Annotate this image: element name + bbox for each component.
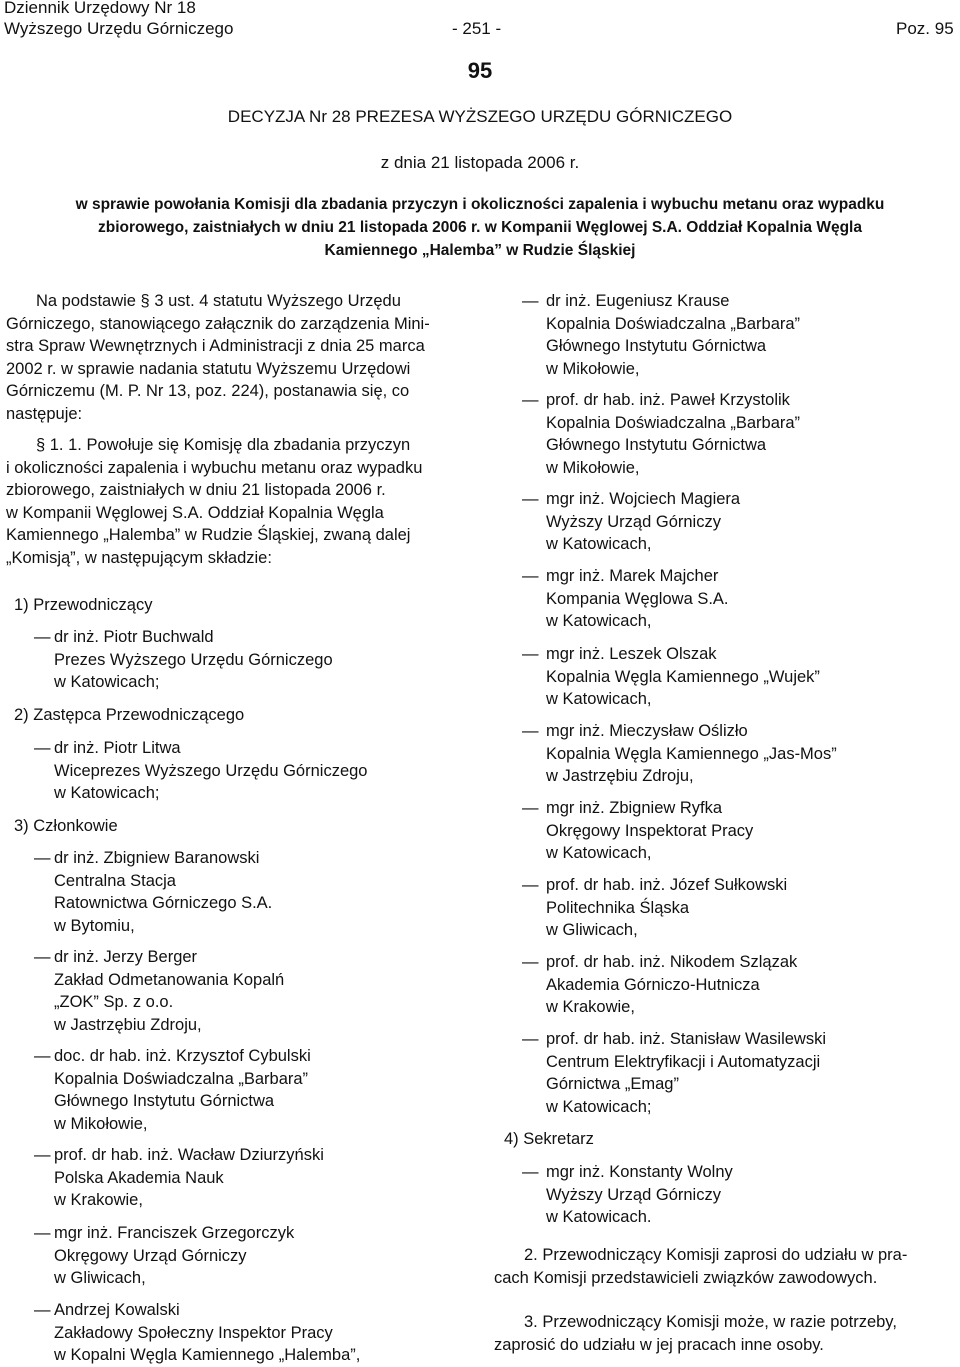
location: w Jastrzębiu Zdroju,	[54, 1015, 202, 1034]
affiliation: Kompania Węglowa S.A.	[546, 589, 729, 608]
intro-line: stra Spraw Wewnętrznych i Administracji z dnia 25 marca	[6, 337, 425, 355]
list-dash: —	[522, 1030, 539, 1048]
location: w Gliwicach,	[54, 1269, 146, 1287]
intro-line: Na podstawie § 3 ust. 4 statutu Wyższego Urzędu	[36, 292, 401, 310]
affiliation: Polska Akademia Nauk	[54, 1168, 224, 1187]
affiliation: Wyższy Urząd Górniczy	[546, 1185, 721, 1204]
page-number: - 251 -	[452, 19, 502, 38]
location: w Katowicach,	[546, 535, 652, 553]
affiliation: Kopalnia Węgla Kamiennego „Jas-Mos”	[546, 744, 837, 763]
location: w Katowicach;	[54, 673, 160, 691]
member-entry	[546, 797, 753, 865]
affiliation: Okręgowy Inspektorat Pracy	[546, 821, 754, 840]
member-entry	[54, 847, 272, 937]
subject-line-1: w sprawie powołania Komisji dla zbadania przyczyn i okoliczności zapalenia i wybuchu metanu oraz wypadku	[75, 196, 885, 213]
paragraph-3	[494, 1311, 956, 1356]
member-entry	[546, 951, 797, 1019]
location: w Mikołowie,	[546, 359, 640, 378]
journal-title: Dziennik Urzędowy Nr 18	[4, 0, 196, 17]
role-chairman: 1) Przewodniczący	[14, 596, 153, 614]
vice-chairman-entry	[54, 737, 367, 805]
list-dash: —	[34, 849, 51, 867]
affiliation: Głównego Instytutu Górnictwa	[54, 1092, 275, 1110]
list-dash: —	[522, 953, 539, 971]
member-entry	[54, 1144, 324, 1212]
member-entry	[54, 1299, 360, 1367]
person-name: doc. dr hab. inż. Krzysztof Cybulski	[54, 1047, 311, 1065]
list-dash: —	[34, 1301, 51, 1319]
affiliation: Zakład Odmetanowania Kopalń	[54, 970, 285, 989]
intro-line: Górniczego, stanowiącego załącznik do zarządzenia Mini-	[6, 314, 430, 333]
para-line: cach Komisji przedstawicieli związków zawodowych.	[494, 1268, 878, 1287]
para-line: 2. Przewodniczący Komisji zaprosi do udziału w pra-	[524, 1246, 908, 1264]
affiliation: Górnictwa „Emag”	[546, 1075, 679, 1093]
member-entry	[546, 290, 800, 380]
person-name: mgr inż. Zbigniew Ryfka	[546, 799, 723, 817]
affiliation: Zakładowy Społeczny Inspektor Pracy	[54, 1323, 333, 1342]
affiliation: Wyższy Urząd Górniczy	[546, 512, 721, 531]
person-name: dr inż. Piotr Buchwald	[54, 628, 214, 646]
subject-line-2: zbiorowego, zaistniałych w dniu 21 listopada 2006 r. w Kompanii Węglowej S.A. Oddział Kopalnia Węgla	[98, 219, 862, 236]
affiliation: Akademia Górniczo-Hutnicza	[546, 975, 760, 994]
role-secretary: 4) Sekretarz	[504, 1130, 594, 1148]
affiliation: Centrum Elektryfikacji i Automatyzacji	[546, 1052, 821, 1071]
role-vice-chairman: 2) Zastępca Przewodniczącego	[14, 706, 245, 724]
decision-title: DECYZJA Nr 28 PREZESA WYŻSZEGO URZĘDU GÓRNICZEGO	[227, 107, 733, 126]
paragraph-2	[494, 1244, 956, 1289]
list-dash: —	[34, 1224, 51, 1242]
list-dash: —	[522, 645, 539, 663]
person-name: Andrzej Kowalski	[54, 1301, 180, 1319]
location: w Mikołowie,	[546, 458, 640, 477]
location: w Gliwicach,	[546, 921, 638, 939]
intro-paragraph	[6, 290, 470, 425]
document-number: 95	[467, 58, 493, 83]
affiliation: Głównego Instytutu Górnictwa	[546, 337, 767, 355]
affiliation: Centralna Stacja	[54, 871, 176, 890]
person-name: prof. dr hab. inż. Wacław Dziurzyński	[54, 1146, 324, 1164]
list-dash: —	[34, 1047, 51, 1065]
para-line: „Komisją”, w następującym składzie:	[6, 548, 272, 567]
person-name: mgr inż. Franciszek Grzegorczyk	[54, 1224, 295, 1242]
person-name: dr inż. Piotr Litwa	[54, 739, 181, 757]
role-members: 3) Członkowie	[14, 817, 118, 835]
chairman-entry	[54, 626, 333, 694]
member-entry	[546, 874, 787, 942]
person-name: mgr inż. Mieczysław Oślizło	[546, 722, 748, 740]
affiliation: Kopalnia Doświadczalna „Barbara”	[546, 413, 801, 432]
list-dash: —	[522, 567, 539, 585]
affiliation: „ZOK” Sp. z o.o.	[54, 993, 174, 1011]
affiliation: Kopalnia Doświadczalna „Barbara”	[546, 314, 801, 333]
secretary-entry	[546, 1161, 733, 1229]
person-name: mgr inż. Marek Majcher	[546, 567, 719, 585]
list-dash: —	[34, 1146, 51, 1164]
person-name: dr inż. Zbigniew Baranowski	[54, 849, 260, 867]
member-entry	[54, 1045, 311, 1135]
affiliation: Głównego Instytutu Górnictwa	[546, 436, 767, 454]
member-entry	[546, 389, 800, 479]
affiliation: Prezes Wyższego Urzędu Górniczego	[54, 650, 333, 669]
para-line: i okoliczności zapalenia i wybuchu metanu oraz wypadku	[6, 458, 423, 477]
list-dash: —	[522, 722, 539, 740]
location: w Krakowie,	[546, 998, 635, 1016]
location: w Katowicach;	[54, 784, 160, 802]
list-dash: —	[522, 490, 539, 508]
location: w Bytomiu,	[54, 916, 135, 935]
affiliation: Ratownictwa Górniczego S.A.	[54, 894, 273, 912]
list-dash: —	[522, 391, 539, 409]
para-line: 3. Przewodniczący Komisji może, w razie potrzeby,	[524, 1313, 897, 1331]
person-name: mgr inż. Konstanty Wolny	[546, 1163, 733, 1181]
location: w Krakowie,	[54, 1191, 143, 1209]
journal-subtitle: Wyższego Urzędu Górniczego	[4, 19, 234, 38]
person-name: mgr inż. Wojciech Magiera	[546, 490, 741, 508]
intro-line: 2002 r. w sprawie nadania statutu Wyższemu Urzędowi	[6, 359, 411, 378]
subject-line-3: Kamiennego „Halemba” w Rudzie Śląskiej	[324, 242, 636, 259]
list-dash: —	[34, 739, 51, 757]
para-line: § 1. 1. Powołuje się Komisję dla zbadania przyczyn	[36, 436, 411, 454]
affiliation: Politechnika Śląska	[546, 898, 690, 917]
affiliation: Kopalnia Doświadczalna „Barbara”	[54, 1069, 309, 1088]
section-1-paragraph	[6, 434, 470, 569]
affiliation: Okręgowy Urząd Górniczy	[54, 1246, 247, 1265]
member-entry	[54, 946, 284, 1036]
person-name: dr inż. Eugeniusz Krause	[546, 292, 730, 310]
person-name: mgr inż. Leszek Olszak	[546, 645, 717, 663]
member-entry	[546, 720, 837, 788]
person-name: prof. dr hab. inż. Józef Sułkowski	[546, 876, 788, 894]
list-dash: —	[34, 628, 51, 646]
list-dash: —	[34, 948, 51, 966]
location: w Katowicach,	[546, 690, 652, 708]
person-name: dr inż. Jerzy Berger	[54, 948, 198, 966]
member-entry	[54, 1222, 294, 1290]
intro-line: Górniczemu (M. P. Nr 13, poz. 224), postanawia się, co	[6, 382, 410, 400]
para-line: zbiorowego, zaistniałych w dniu 21 listopada 2006 r.	[6, 481, 386, 499]
intro-line: następuje:	[6, 404, 83, 423]
para-line: Kamiennego „Halemba” w Rudzie Śląskiej, zwaną dalej	[6, 526, 411, 544]
location: w Katowicach;	[546, 1097, 652, 1116]
decision-date: z dnia 21 listopada 2006 r.	[380, 153, 580, 172]
location: w Jastrzębiu Zdroju,	[546, 767, 694, 785]
location: w Katowicach.	[546, 1208, 652, 1226]
location: w Katowicach,	[546, 844, 652, 862]
member-entry	[546, 488, 740, 556]
location: w Mikołowie,	[54, 1114, 148, 1133]
person-name: prof. dr hab. inż. Stanisław Wasilewski	[546, 1030, 826, 1048]
para-line: zaprosić do udziału w jej pracach inne osoby.	[494, 1335, 824, 1354]
affiliation: Kopalnia Węgla Kamiennego „Wujek”	[546, 667, 820, 686]
member-entry	[546, 643, 820, 711]
person-name: prof. dr hab. inż. Nikodem Szlązak	[546, 953, 798, 971]
location: w Katowicach,	[546, 612, 652, 630]
affiliation: Wiceprezes Wyższego Urzędu Górniczego	[54, 761, 368, 780]
list-dash: —	[522, 292, 539, 310]
person-name: prof. dr hab. inż. Paweł Krzystolik	[546, 391, 790, 409]
list-dash: —	[522, 799, 539, 817]
member-entry	[546, 565, 729, 633]
position-number: Poz. 95	[896, 19, 954, 38]
location: w Kopalni Węgla Kamiennego „Halemba”,	[54, 1346, 361, 1364]
list-dash: —	[522, 1163, 539, 1181]
member-entry	[546, 1028, 826, 1118]
para-line: w Kompanii Węglowej S.A. Oddział Kopalnia Węgla	[6, 503, 384, 522]
list-dash: —	[522, 876, 539, 894]
